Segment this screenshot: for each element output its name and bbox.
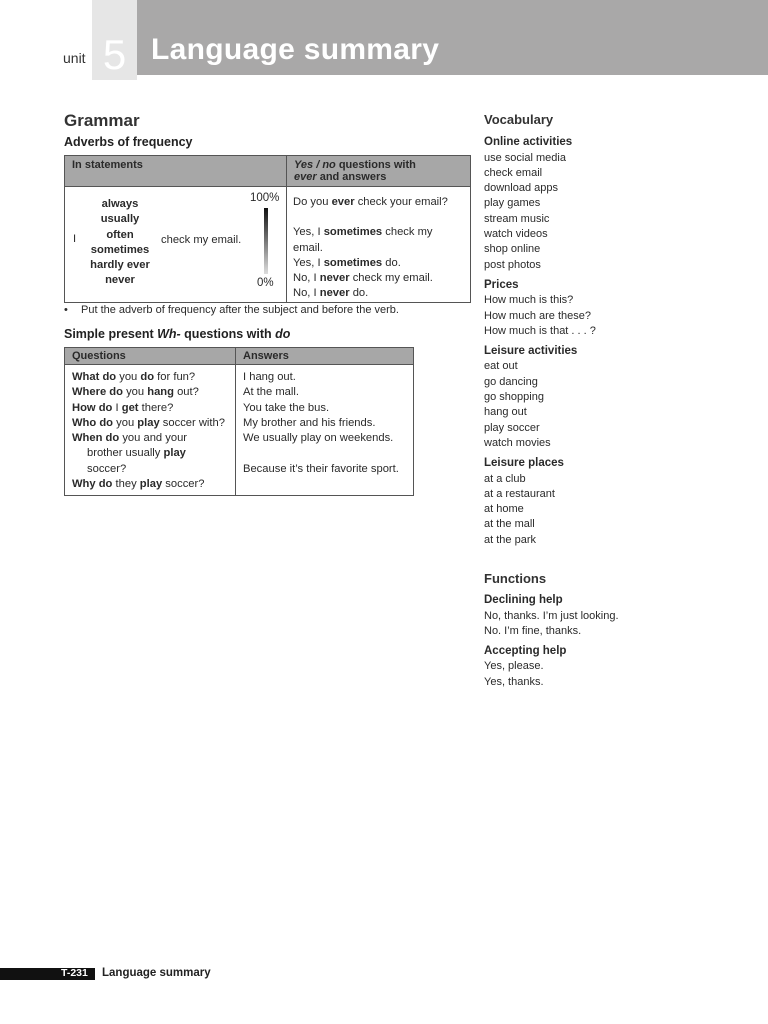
col-statements: In statements [65, 156, 287, 187]
vocab-item: watch videos [484, 228, 548, 241]
adverb: hardly ever [90, 259, 150, 272]
unit-number: 5 [102, 31, 127, 78]
function-item: No, thanks. I’m just looking. [484, 609, 619, 622]
adverbs-heading: Adverbs of frequency [64, 135, 193, 149]
answer: We usually play on weekends. [243, 432, 394, 445]
grammar-heading: Grammar [64, 111, 140, 130]
vocab-item: How much are these? [484, 309, 591, 322]
vocabulary-heading: Vocabulary [484, 112, 554, 127]
vocab-subheading: Leisure places [484, 457, 564, 470]
vocab-item: hang out [484, 406, 527, 419]
vocab-item: at a restaurant [484, 487, 555, 500]
function-item: Yes, please. [484, 660, 544, 673]
adverb: sometimes [90, 243, 150, 256]
unit-label: unit [63, 50, 86, 66]
answer: At the mall. [243, 386, 299, 399]
example-answer: Yes, I sometimes do. [293, 256, 401, 269]
vocab-item: check email [484, 166, 543, 179]
vocab-item: How much is this? [484, 294, 574, 307]
subject-pronoun: I [73, 233, 77, 245]
wh-heading: Simple present Wh- questions with do [64, 327, 291, 341]
vocab-item: shop online [484, 243, 541, 256]
answer-spacer [243, 446, 406, 461]
question: What do you do for fun? [72, 371, 196, 383]
adverb: often [106, 228, 134, 241]
example-answer: Yes, I sometimes check my email. [293, 226, 433, 254]
scale-bottom-label: 0% [257, 277, 274, 289]
answers-column [236, 365, 414, 496]
question-continuation: brother usually play soccer? [87, 447, 186, 475]
adverb-note: • Put the adverb of frequency after the subject and before the verb. [64, 304, 399, 316]
vocab-item: How much is that . . . ? [484, 324, 596, 337]
answer: You take the bus. [243, 401, 330, 414]
adverb: usually [100, 213, 140, 226]
adverb: always [101, 198, 139, 210]
example-question: Do you ever check your email? [293, 196, 448, 208]
adverb: never [105, 274, 135, 287]
vocab-item: post photos [484, 258, 541, 271]
page-title: Language summary [151, 33, 440, 66]
vocab-item: eat out [484, 360, 518, 373]
functions-subheading: Accepting help [484, 645, 567, 658]
question: Where do you hang out? [72, 386, 199, 399]
footer-title: Language summary [102, 967, 211, 979]
example-answer: No, I never do. [293, 287, 369, 300]
questions-cell [287, 187, 471, 303]
vocab-item: play soccer [484, 421, 540, 434]
vocab-item: download apps [484, 182, 559, 195]
col-questions-header: Questions [65, 348, 236, 365]
functions-subheading: Declining help [484, 594, 563, 607]
vocab-item: watch movies [484, 436, 551, 449]
answer: My brother and his friends. [243, 416, 376, 429]
vocabulary-section [484, 112, 596, 548]
vocab-item: go dancing [484, 375, 538, 388]
functions-section [484, 571, 619, 690]
frequency-scale [250, 192, 288, 292]
vocab-item: at home [484, 503, 524, 516]
wh-questions-table [64, 347, 414, 496]
functions-heading: Functions [484, 571, 547, 586]
statements-cell [65, 187, 287, 303]
scale-top-label: 100% [250, 192, 280, 204]
page-number: T-231 [61, 967, 88, 979]
vocab-item: use social media [484, 151, 566, 164]
col-questions: Yes / no questions with ever and answers [287, 156, 471, 187]
question: Who do you play soccer with? [72, 416, 225, 429]
vocab-item: at a club [484, 472, 526, 485]
verb-phrase: check my email. [161, 234, 242, 246]
bullet-icon: • [64, 304, 68, 316]
function-item: No. I’m fine, thanks. [484, 624, 582, 637]
function-item: Yes, thanks. [484, 675, 544, 688]
adverb-list [86, 197, 154, 289]
question: When do you and your [72, 432, 188, 445]
question: Why do they play soccer? [72, 478, 205, 491]
scale-gradient-bar [264, 208, 268, 274]
col-answers-header: Answers [236, 348, 414, 365]
adverbs-table [64, 155, 471, 303]
vocab-subheading: Online activities [484, 136, 573, 149]
example-answer: No, I never check my email. [293, 272, 433, 285]
vocab-item: at the mall [484, 518, 535, 531]
vocab-item: play games [484, 197, 541, 210]
answer: I hang out. [243, 371, 296, 383]
question: How do I get there? [72, 401, 174, 414]
questions-column [65, 365, 236, 496]
vocab-item: stream music [484, 212, 550, 225]
vocab-item: at the park [484, 533, 536, 546]
vocab-subheading: Prices [484, 278, 519, 291]
vocab-subheading: Leisure activities [484, 345, 578, 358]
vocab-item: go shopping [484, 391, 544, 404]
answer: Because it’s their favorite sport. [243, 462, 399, 475]
